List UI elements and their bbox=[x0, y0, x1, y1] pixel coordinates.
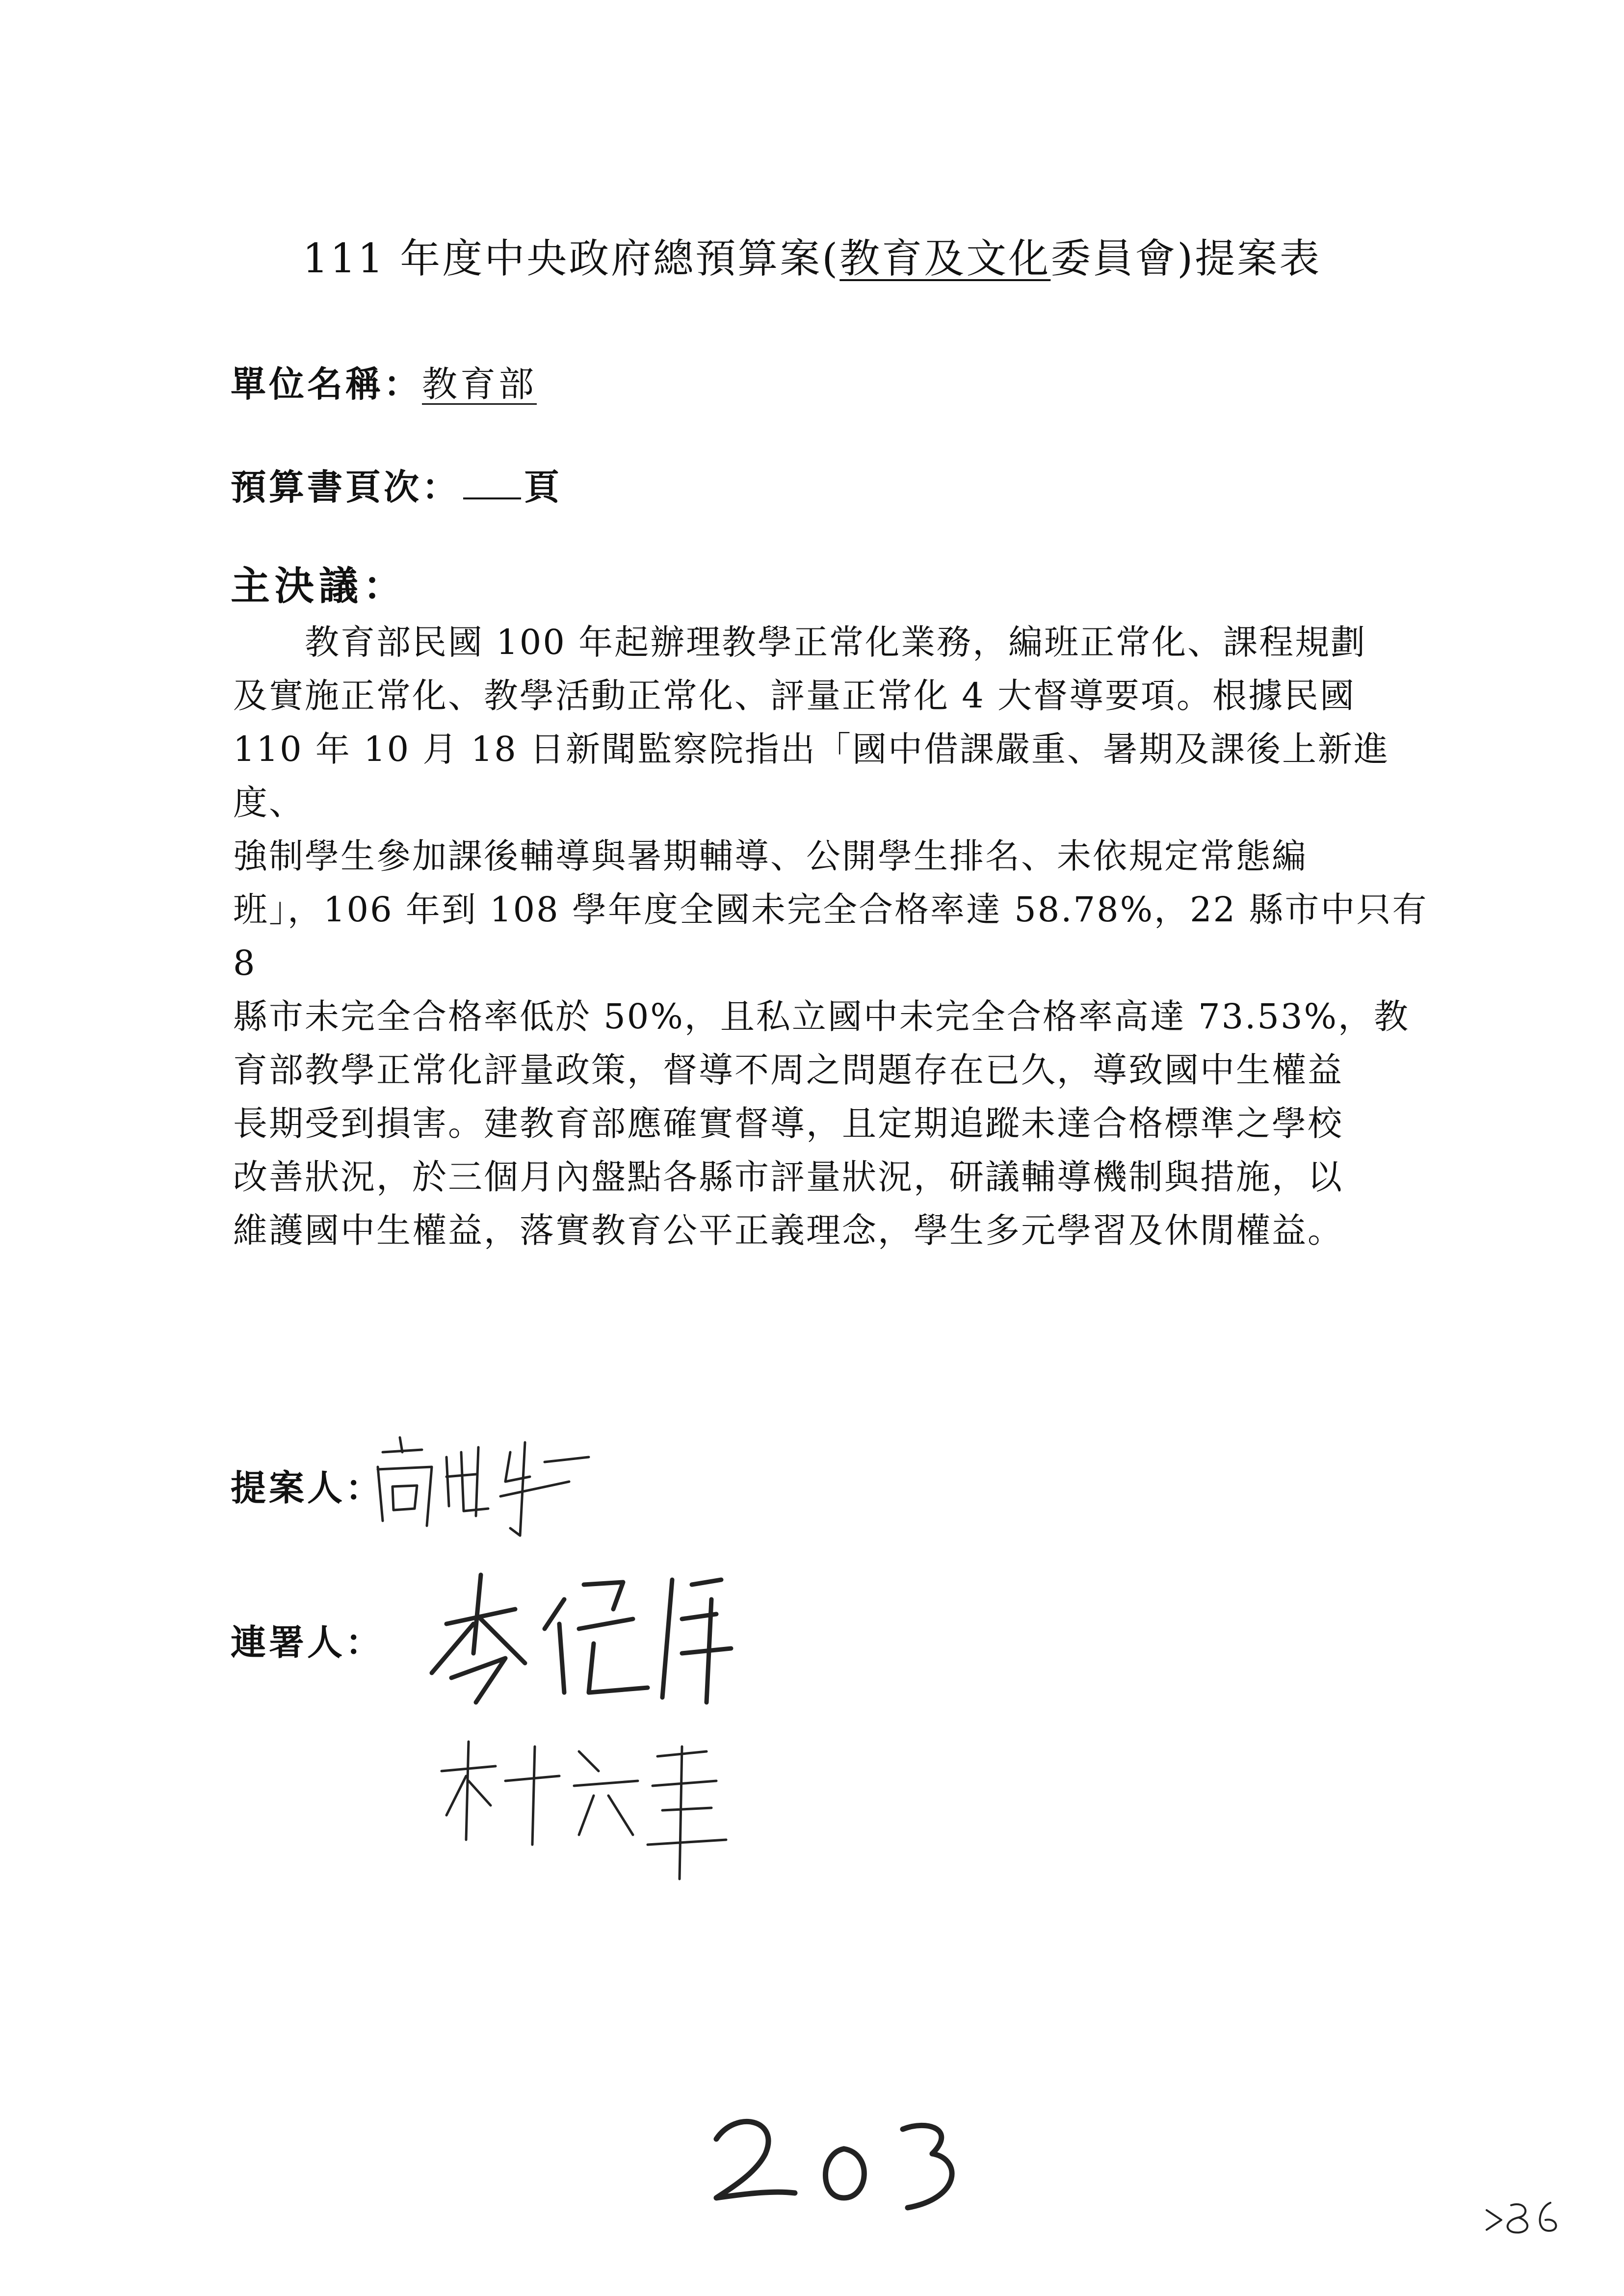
proposer-label: 提案人： bbox=[231, 1467, 384, 1509]
handwritten-corner-note bbox=[1482, 2191, 1570, 2240]
title-prefix: 111 年度中央政府總預算案( bbox=[302, 235, 840, 282]
cosigner-signature-2 bbox=[432, 1727, 736, 1889]
resolution-label: 主決議： bbox=[231, 563, 407, 609]
proposer-signature bbox=[363, 1423, 638, 1540]
resolution-text: 教育部民國 100 年起辦理教學正常化業務，編班正常化、課程規劃 及實施正常化、教學活動正常化、評量正常化 4 大督導要項。根據民國 110 年 10 月 18 日新聞監察院指出「國中借課嚴重、暑期及課後上新進度、 強制學生參加課後輔導與暑期輔導、公開學生排名、未依規定常態編 班」，106 年到 108 學年度全國未完全合格率達 58.78%，22 縣市中只有 8 縣市未完全合格率低於 50%，且私立國中未完全合格率高達 73.53%，教 育部教學正常化評量政策，督導不周之問題存在已久，導致國中生權益 長期受到損害。建教育部應確實督導，且定期追蹤未達合格標準之學校 改善狀況，於三個月內盤點各縣市評量狀況，研議輔導機制與措施，以 維護國中生權益，落實教育公平正義理念，學生多元學習及休閒權益。 bbox=[233, 622, 1428, 1251]
handwritten-page-number bbox=[697, 2100, 971, 2218]
unit-row bbox=[231, 356, 537, 407]
title-suffix: 委員會)提案表 bbox=[1050, 235, 1322, 282]
unit-label: 單位名稱： bbox=[231, 364, 422, 405]
budget-page-blank bbox=[463, 468, 521, 499]
budget-page-row bbox=[231, 459, 562, 510]
title-committee: 教育及文化 bbox=[839, 235, 1051, 282]
budget-page-label: 預算書頁次： bbox=[231, 467, 461, 508]
unit-value: 教育部 bbox=[422, 364, 537, 405]
cosigner-signature-1 bbox=[417, 1555, 751, 1712]
cosigner-label: 連署人： bbox=[231, 1622, 384, 1663]
budget-page-suffix: 頁 bbox=[524, 467, 563, 508]
page-title bbox=[0, 227, 1624, 284]
